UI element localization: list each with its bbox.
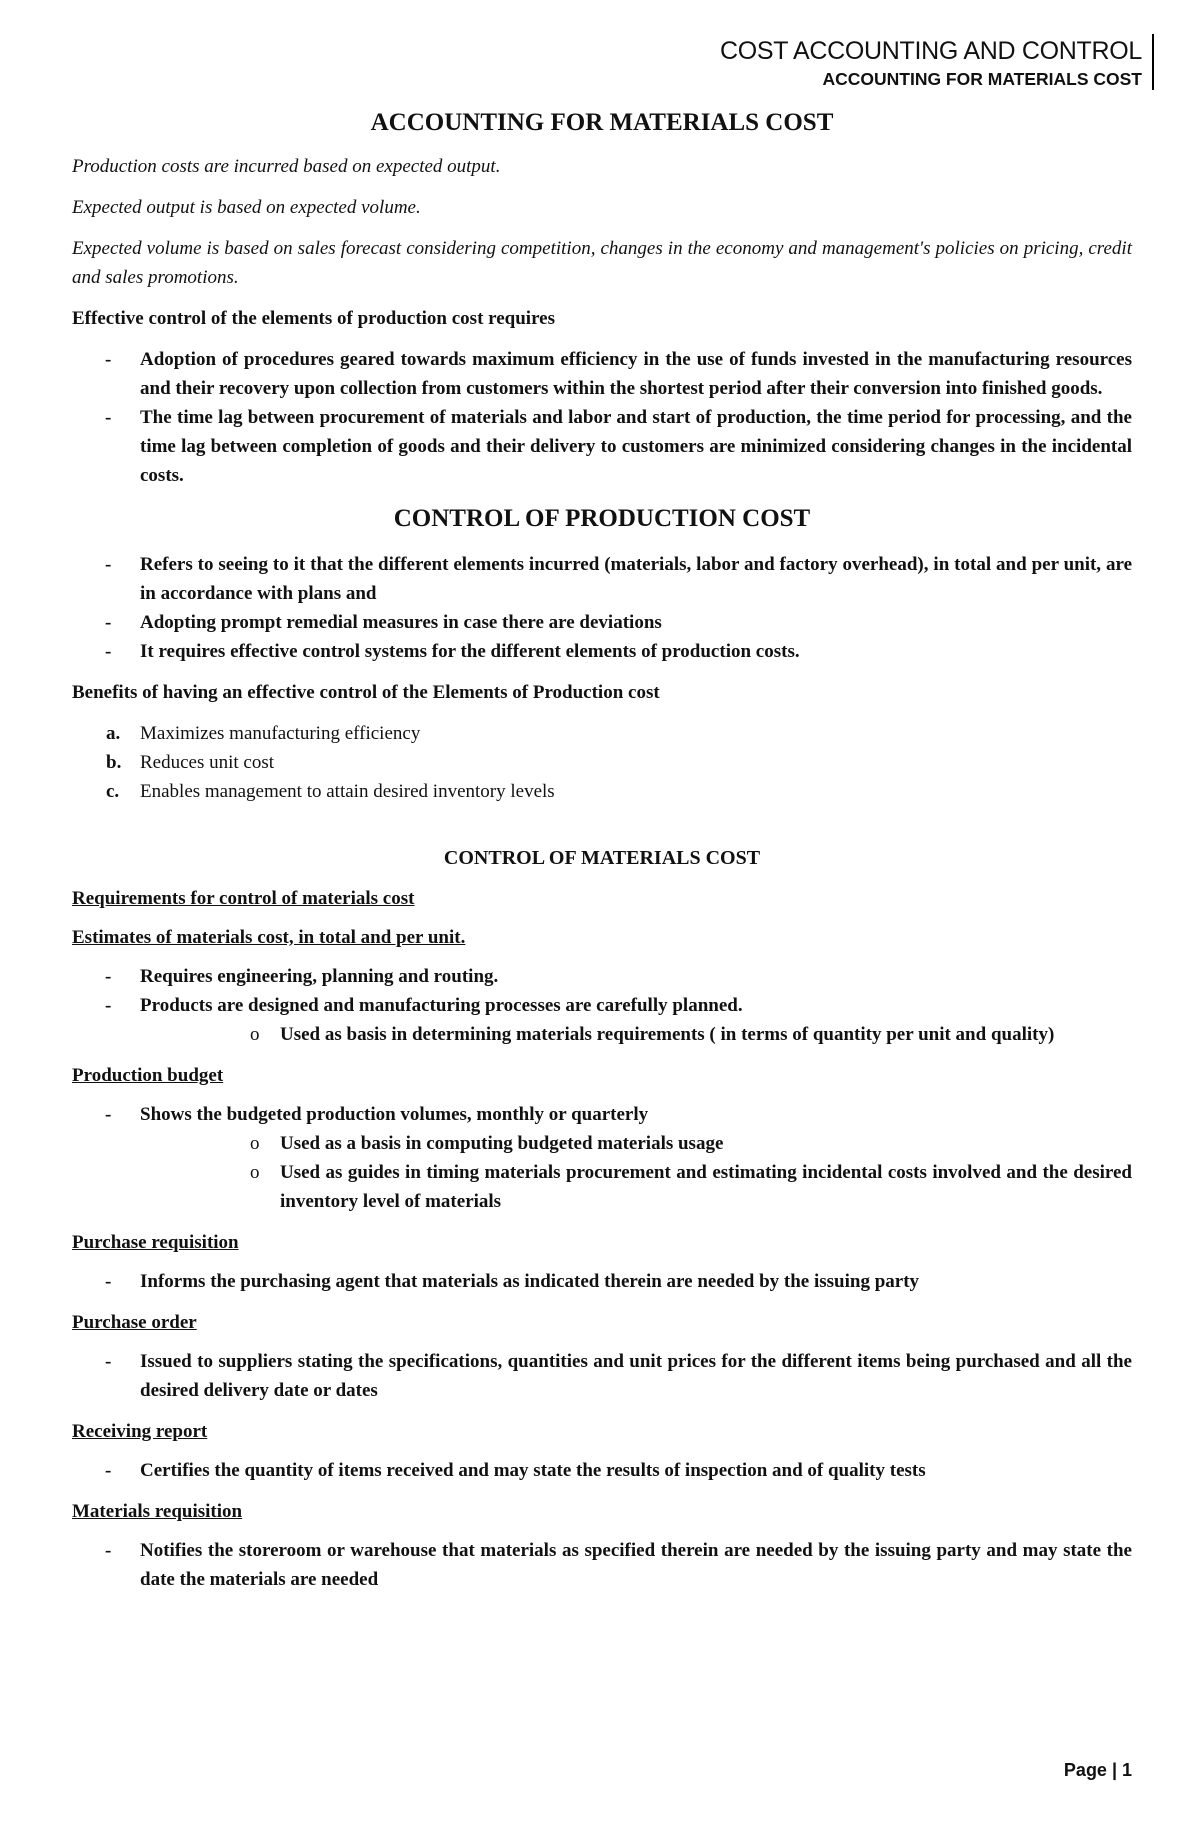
page-title: ACCOUNTING FOR MATERIALS COST — [370, 109, 834, 136]
list-item: - The time lag between procurement of materials and labor and start of production, the time period for processing, and the time lag between completion of goods and their delivery to customers are minimized considering changes in the incidental costs. — [72, 403, 1132, 490]
list-marker: b. — [106, 752, 122, 773]
list-item: - Refers to seeing to it that the different elements incurred (materials, labor and factory overhead), in total and per unit, are in accordance with plans and — [72, 550, 1132, 608]
header-topic: ACCOUNTING FOR MATERIALS COST — [822, 69, 1142, 89]
estimates-sublist — [140, 1020, 1132, 1049]
materials-requisition-list — [72, 1536, 1132, 1594]
effective-control-list — [72, 345, 1132, 490]
page-number: Page | 1 — [1063, 1760, 1132, 1780]
section-title-production: CONTROL OF PRODUCTION COST — [393, 505, 811, 532]
sublist-item: o Used as a basis in computing budgeted materials usage — [140, 1129, 1132, 1158]
effective-control-heading: Effective control of the elements of production cost requires — [72, 308, 556, 329]
purchase-requisition-list — [72, 1267, 1132, 1296]
header-course: COST ACCOUNTING AND CONTROL — [719, 37, 1142, 65]
list-item: - Certifies the quantity of items received and may state the results of inspection and of quality tests — [72, 1456, 1132, 1485]
list-item: - Requires engineering, planning and routing. — [72, 962, 1132, 991]
document-body — [72, 106, 1132, 1606]
sublist-item: o Used as basis in determining materials requirements ( in terms of quantity per unit and quality) — [140, 1020, 1132, 1049]
list-item: - Informs the purchasing agent that materials as indicated therein are needed by the issuing party — [72, 1267, 1132, 1296]
production-budget-list — [72, 1100, 1132, 1216]
production-control-list — [72, 550, 1132, 666]
materials-requisition-heading: Materials requisition — [72, 1501, 243, 1522]
benefits-list — [72, 719, 1132, 806]
purchase-requisition-heading: Purchase requisition — [72, 1232, 239, 1253]
list-marker: c. — [106, 781, 120, 802]
purchase-order-heading: Purchase order — [72, 1312, 197, 1333]
list-item — [72, 777, 1132, 806]
list-item: - Adoption of procedures geared towards maximum efficiency in the use of funds invested in the manufacturing resources and their recovery upon collection from customers within the shortest period after their conversion into finished goods. — [72, 345, 1132, 403]
list-marker: a. — [106, 723, 121, 744]
production-budget-sublist — [140, 1129, 1132, 1216]
estimates-list — [72, 962, 1132, 1049]
list-item-text: Products are designed and manufacturing processes are carefully planned. — [140, 995, 743, 1016]
intro-paragraph: Expected output is based on expected volume. — [72, 197, 421, 218]
list-item: - Adopting prompt remedial measures in case there are deviations — [72, 608, 1132, 637]
requirements-heading: Requirements for control of materials cost — [72, 888, 415, 909]
list-item-text: Shows the budgeted production volumes, monthly or quarterly — [140, 1104, 649, 1125]
sublist-item: o Used as guides in timing materials procurement and estimating incidental costs involved and the desired inventory level of materials — [140, 1158, 1132, 1216]
list-item: - Notifies the storeroom or warehouse that materials as specified therein are needed by the issuing party and may state the date the materials are needed — [72, 1536, 1132, 1594]
running-header — [720, 34, 1154, 90]
benefits-heading: Benefits of having an effective control of the Elements of Production cost — [72, 682, 660, 703]
intro-paragraph: Expected volume is based on sales forecast considering competition, changes in the economy and management's policies on pricing, credit and sales promotions. — [72, 238, 1132, 288]
list-item-text: Reduces unit cost — [140, 752, 275, 773]
production-budget-heading: Production budget — [72, 1065, 224, 1086]
receiving-report-list — [72, 1456, 1132, 1485]
list-item-text: Enables management to attain desired inventory levels — [140, 781, 555, 802]
estimates-heading: Estimates of materials cost, in total and per unit. — [72, 927, 466, 948]
purchase-order-list — [72, 1347, 1132, 1405]
list-item: - It requires effective control systems for the different elements of production costs. — [72, 637, 1132, 666]
intro-paragraph: Production costs are incurred based on expected output. — [72, 156, 501, 177]
list-item — [72, 1100, 1132, 1216]
list-item — [72, 991, 1132, 1049]
list-item-text: Maximizes manufacturing efficiency — [140, 723, 421, 744]
section-title-materials: CONTROL OF MATERIALS COST — [443, 847, 761, 869]
receiving-report-heading: Receiving report — [72, 1421, 208, 1442]
list-item — [72, 719, 1132, 748]
list-item — [72, 748, 1132, 777]
list-item: - Issued to suppliers stating the specifications, quantities and unit prices for the different items being purchased and all the desired delivery date or dates — [72, 1347, 1132, 1405]
